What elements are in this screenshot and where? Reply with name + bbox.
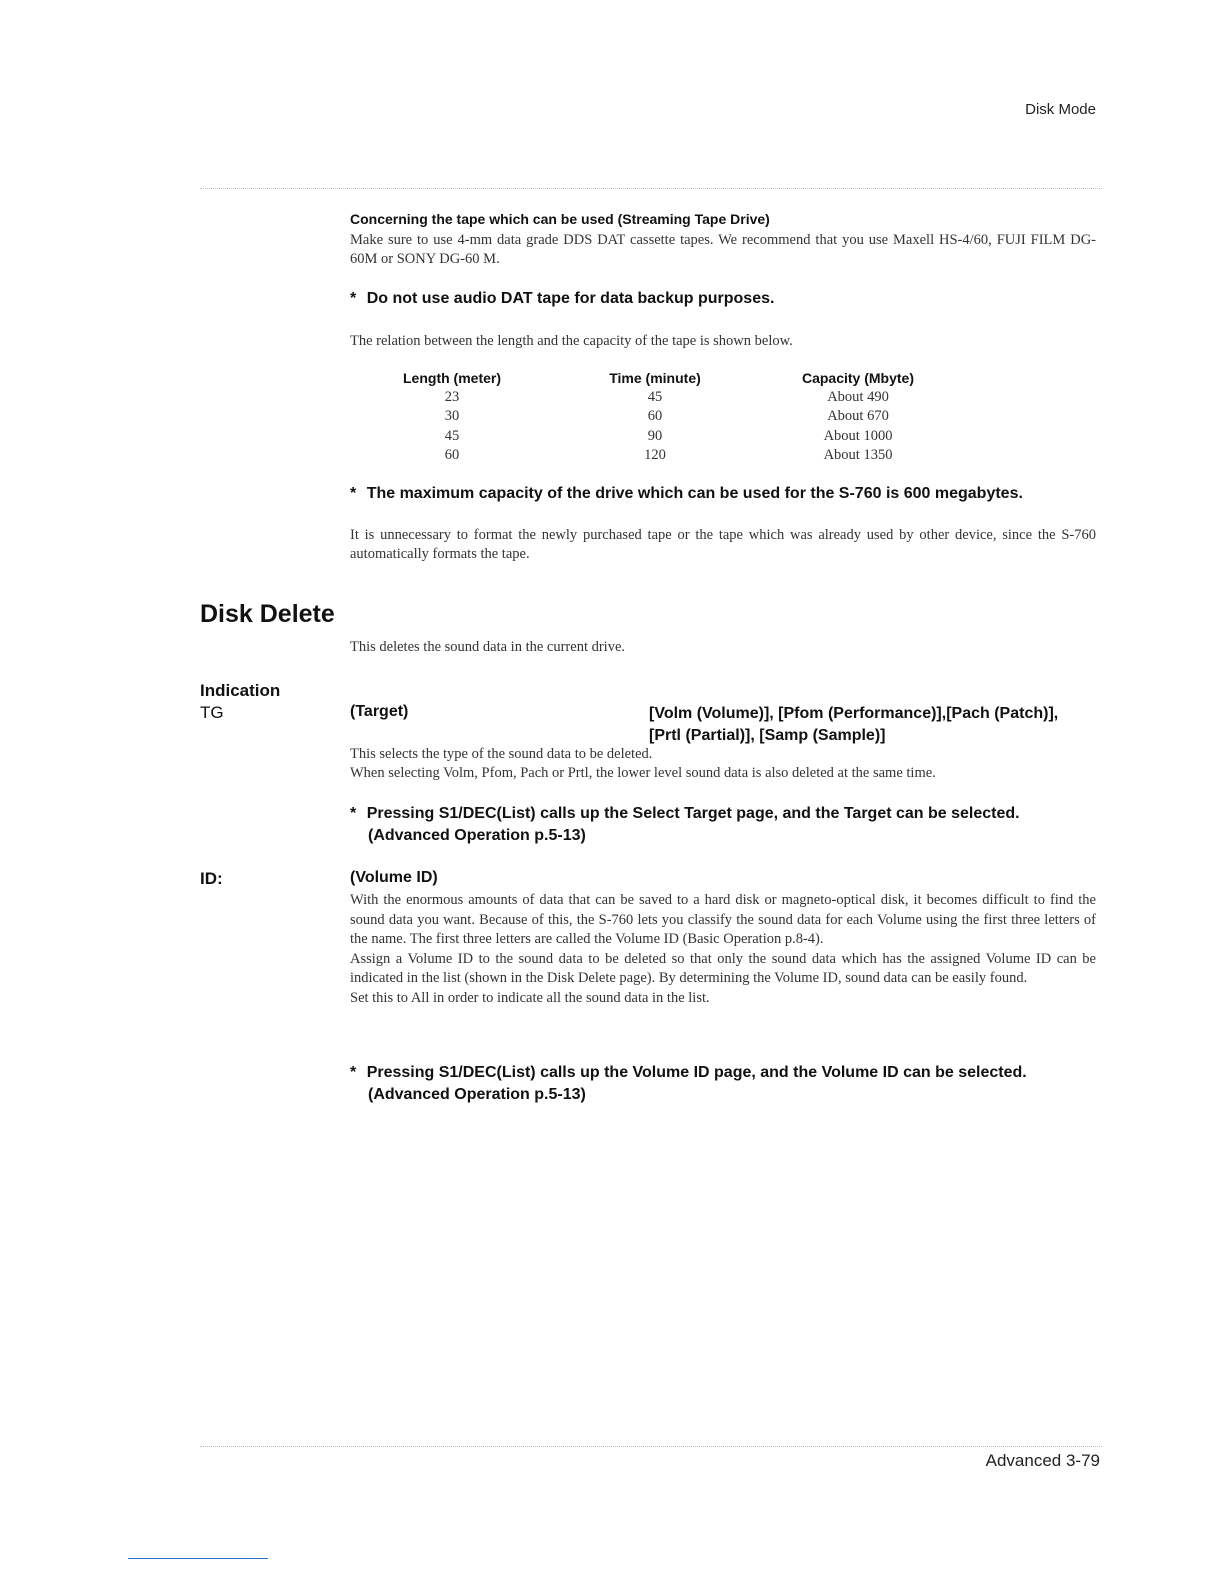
table-row [374,407,936,427]
table-cell: 120 [644,447,666,464]
table-cell: 30 [444,408,460,425]
tape-note-2 [350,485,1096,503]
column-header-length: Length (meter) [403,369,501,386]
section-title: Disk Delete [200,600,335,628]
tg-note [350,803,1096,847]
note-star: * [350,290,357,307]
tape-body: Make sure to use 4-mm data grade DDS DAT cassette tapes. We recommend that you use Maxell HS-4/60, FUJI FILM DG-60M or SONY DG-60 M. [350,232,1096,267]
note-text-continued: (Advanced Operation p.5-13) [368,1086,586,1103]
note-star: * [350,1064,357,1081]
section-intro: This deletes the sound data in the current drive. [350,639,626,655]
tg-options-line-1: [Volm (Volume)], [Pfom (Performance)],[Pach (Patch)], [649,705,1059,722]
note-text: Do not use audio DAT tape for data backup purposes. [366,290,775,307]
table-cell: About 1000 [823,427,893,444]
column-header-time: Time (minute) [609,369,701,386]
tg-description [350,745,1096,783]
table-cell: 23 [444,388,460,405]
id-param-name: (Volume ID) [350,869,438,886]
table-cell: 45 [647,388,663,405]
note-star: * [350,805,357,822]
tg-param-name: (Target) [350,703,409,720]
table-row [374,446,936,466]
table-cell: About 670 [827,408,889,425]
page-number: Advanced 3-79 [985,1451,1100,1470]
tg-desc-line-2: When selecting Volm, Pfom, Pach or Prtl, the lower level sound data is also deleted at the same time. [350,765,936,781]
table-cell: About 490 [827,388,889,405]
table-row [374,427,936,447]
tape-format-text: It is unnecessary to format the newly purchased tape or the tape which was already used by other device, since the S-760 automatically formats the tape. [350,527,1096,562]
id-note [350,1062,1096,1106]
id-description [350,891,1096,1009]
tg-options [649,703,1058,747]
table-header-row [374,368,936,388]
table-cell: 90 [647,427,663,444]
id-label: ID: [200,869,223,888]
note-text: The maximum capacity of the drive which can be used for the S-760 is 600 megabytes. [366,485,1023,502]
id-desc-paragraph-2: Assign a Volume ID to the sound data to be deleted so that only the sound data which has the assigned Volume ID can be indicated in the list (shown in the Disk Delete page). By determining the Volume ID, sound data can be easily found. [350,950,1096,987]
table-cell: 60 [647,408,663,425]
table-cell: 45 [444,427,460,444]
footer-rule [200,1446,1102,1447]
capacity-table [374,368,936,466]
tg-desc-line-1: This selects the type of the sound data to be deleted. [350,746,653,762]
page-edge-line [128,1558,268,1559]
note-star: * [350,485,357,502]
tape-note-1 [350,290,1096,308]
table-row [374,388,936,408]
note-text: Pressing S1/DEC(List) calls up the Volume ID page, and the Volume ID can be selected. [366,1064,1027,1081]
tape-heading: Concerning the tape which can be used (Streaming Tape Drive) [350,211,770,227]
tg-options-line-2: [Prtl (Partial)], [Samp (Sample)] [649,727,886,744]
id-desc-paragraph-1: With the enormous amounts of data that can be saved to a hard disk or magneto-optical disk, it becomes difficult to find the sound data you want. Because of this, the S-760 lets you classify the sound data for each Volume using the first three letters of the name. The first three letters are called the Volume ID (Basic Operation p.8-4). [350,892,1096,948]
note-text-continued: (Advanced Operation p.5-13) [368,827,586,844]
table-cell: 60 [444,447,460,464]
tg-label: TG [200,703,224,722]
header-rule [200,188,1102,189]
column-header-capacity: Capacity (Mbyte) [801,369,915,386]
note-text: Pressing S1/DEC(List) calls up the Select Target page, and the Target can be selected. [366,805,1020,822]
running-header: Disk Mode [1025,101,1096,118]
table-cell: About 1350 [823,447,893,464]
tape-relation-text: The relation between the length and the capacity of the tape is shown below. [350,333,793,349]
id-desc-paragraph-3: Set this to All in order to indicate all the sound data in the list. [350,989,710,1006]
indication-label: Indication [200,681,281,700]
